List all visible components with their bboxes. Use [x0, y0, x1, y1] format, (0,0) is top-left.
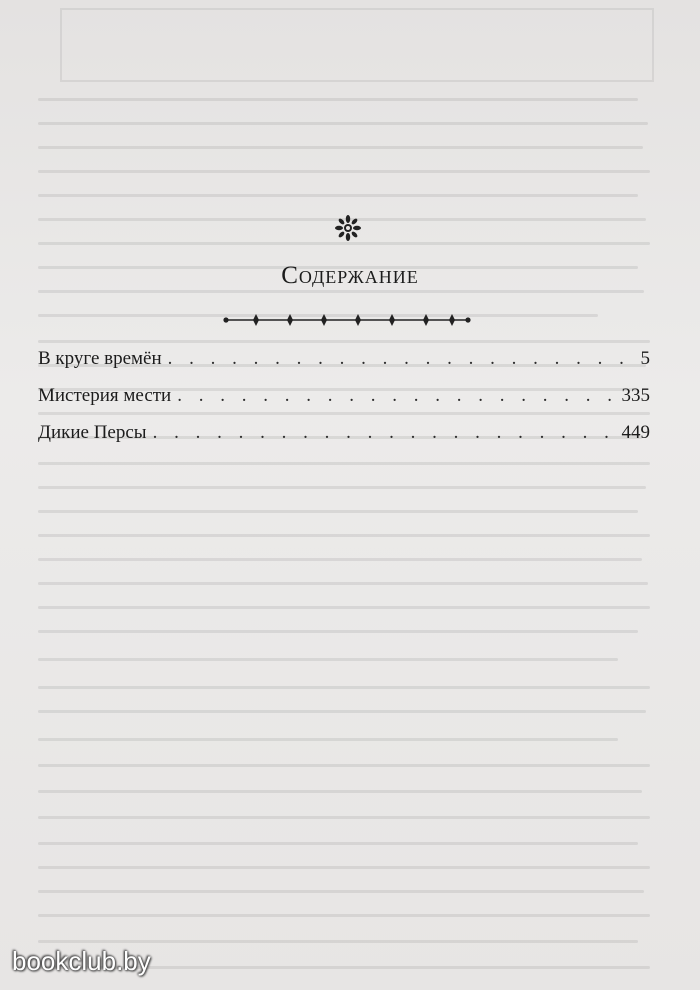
page-title: Содержание: [281, 262, 419, 289]
toc-leader-dots: [153, 422, 616, 444]
toc-entry-page: 335: [621, 385, 650, 406]
flower-ornament-icon: [334, 214, 362, 242]
bleed-through-text: [38, 0, 668, 990]
toc-entry[interactable]: [38, 348, 650, 385]
toc-entry-title: Дикие Персы: [38, 422, 147, 443]
watermark: bookclub.by: [12, 946, 151, 976]
toc-entry-title: В круге времён: [38, 348, 162, 369]
toc-entry-title: Мистерия мести: [38, 385, 172, 406]
toc-entry[interactable]: [38, 422, 650, 459]
toc-leader-dots: [177, 385, 615, 407]
toc-entry[interactable]: [38, 385, 650, 422]
table-of-contents: [38, 348, 650, 459]
toc-entry-page: 449: [621, 422, 650, 443]
toc-entry-page: 5: [640, 348, 650, 369]
toc-leader-dots: [168, 348, 635, 370]
dotted-rule-icon: [222, 313, 472, 327]
